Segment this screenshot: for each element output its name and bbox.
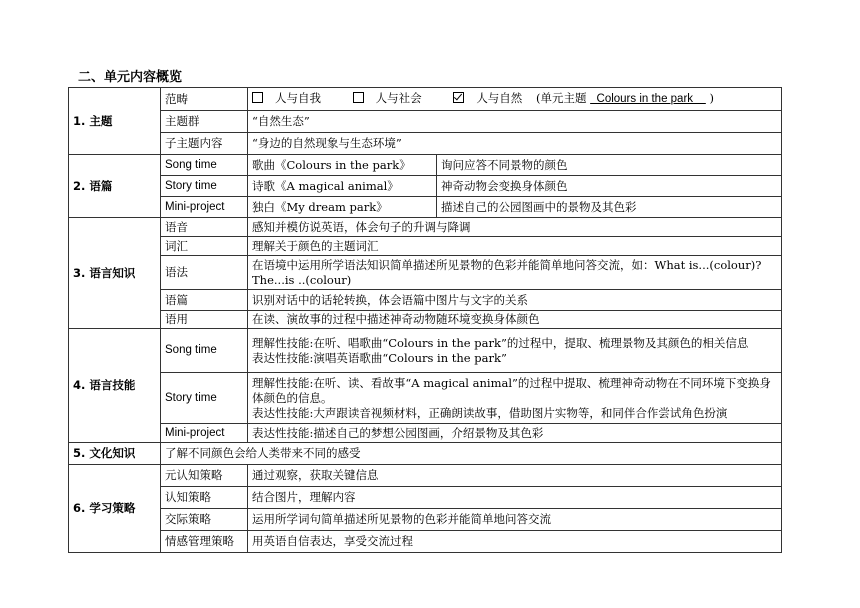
row-content: 歌曲《Colours in the park》 (248, 155, 437, 176)
row-label: 语音 (161, 218, 248, 237)
option-nature[interactable]: 人与自然 (453, 91, 522, 105)
unit-topic-prefix: (单元主题 (535, 91, 587, 105)
unit-topic: Colours in the park (590, 93, 706, 105)
row-content: 诗歌《A magical animal》 (248, 176, 437, 197)
skill-line: 理解性技能:在听、唱歌曲“Colours in the park”的过程中，提取、梳理景物及其颜色的相关信息 (252, 335, 749, 350)
row-value: 理解关于颜色的主题词汇 (248, 237, 782, 256)
row-label: 主题群 (161, 111, 248, 133)
theme-category-row (69, 88, 782, 111)
row-label: 交际策略 (161, 509, 248, 531)
table-row (69, 373, 782, 424)
row-label: Song time (161, 329, 248, 373)
category-culture: 5. 文化知识 (69, 443, 161, 465)
checkbox-icon[interactable] (353, 92, 364, 103)
table-row (69, 237, 782, 256)
category-strategies: 6. 学习策略 (69, 465, 161, 553)
table-row (69, 424, 782, 443)
table-row (69, 443, 782, 465)
row-content: 独白《My dream park》 (248, 197, 437, 218)
row-desc: 描述自己的公园图画中的景物及其色彩 (437, 197, 782, 218)
table-row (69, 329, 782, 373)
category-theme: 1. 主题 (69, 88, 161, 155)
row-value: 通过观察，获取关键信息 (248, 465, 782, 487)
table-row (69, 531, 782, 553)
skill-line: 理解性技能:在听、读、看故事“A magical animal”的过程中提取、梳理神奇动物在不同环境下变换身体颜色的信息。 (252, 375, 771, 405)
table-row (69, 218, 782, 237)
row-label: Mini-project (161, 197, 248, 218)
option-self[interactable]: 人与自我 (252, 91, 321, 105)
row-value (248, 329, 782, 373)
table-row (69, 290, 782, 311)
row-label: Mini-project (161, 424, 248, 443)
row-value: “自然生态” (248, 111, 782, 133)
row-value (248, 373, 782, 424)
row-value: 了解不同颜色会给人类带来不同的感受 (161, 443, 782, 465)
row-label: Story time (161, 373, 248, 424)
category-skills: 4. 语言技能 (69, 329, 161, 443)
row-label: Song time (161, 155, 248, 176)
row-value: 在读、演故事的过程中描述神奇动物随环境变换身体颜色 (248, 311, 782, 329)
unit-topic-suffix: ) (709, 91, 714, 105)
option-society[interactable]: 人与社会 (353, 91, 422, 105)
row-label: Story time (161, 176, 248, 197)
table-row (69, 133, 782, 155)
row-value: 运用所学词句简单描述所见景物的色彩并能简单地问答交流 (248, 509, 782, 531)
table-row (69, 111, 782, 133)
row-label: 语法 (161, 256, 248, 290)
table-row (69, 465, 782, 487)
category-knowledge: 3. 语言知识 (69, 218, 161, 329)
table-row (69, 487, 782, 509)
row-desc: 神奇动物会变换身体颜色 (437, 176, 782, 197)
row-value: “身边的自然现象与生态环境” (248, 133, 782, 155)
table-row (69, 176, 782, 197)
row-value: 用英语自信表达，享受交流过程 (248, 531, 782, 553)
checked-checkbox-icon[interactable] (453, 92, 464, 103)
unit-overview-table (68, 87, 782, 553)
row-value: 在语境中运用所学语法知识简单描述所见景物的色彩并能简单地问答交流，如：What is...(colour)? The...is ..(colour) (248, 256, 782, 290)
row-label: 认知策略 (161, 487, 248, 509)
row-label: 词汇 (161, 237, 248, 256)
table-row (69, 311, 782, 329)
row-label: 语篇 (161, 290, 248, 311)
row-desc: 询问应答不同景物的颜色 (437, 155, 782, 176)
row-value: 感知并模仿说英语，体会句子的升调与降调 (248, 218, 782, 237)
table-row (69, 256, 782, 290)
table-row (69, 197, 782, 218)
theme-options-cell (248, 88, 782, 111)
table-row (69, 509, 782, 531)
section-heading: 二、单元内容概览 (78, 70, 183, 85)
row-label: 范畴 (161, 88, 248, 111)
skill-line: 表达性技能:演唱英语歌曲“Colours in the park” (252, 350, 507, 365)
row-label: 语用 (161, 311, 248, 329)
row-value: 表达性技能:描述自己的梦想公园图画，介绍景物及其色彩 (248, 424, 782, 443)
row-value: 识别对话中的话轮转换，体会语篇中图片与文字的关系 (248, 290, 782, 311)
row-label: 子主题内容 (161, 133, 248, 155)
row-label: 情感管理策略 (161, 531, 248, 553)
skill-line: 表达性技能:大声跟读音视频材料，正确朗读故事，借助图片实物等，和同伴合作尝试角色扮演 (252, 405, 728, 420)
row-label: 元认知策略 (161, 465, 248, 487)
category-discourse: 2. 语篇 (69, 155, 161, 218)
row-value: 结合图片，理解内容 (248, 487, 782, 509)
table-row (69, 155, 782, 176)
checkbox-icon[interactable] (252, 92, 263, 103)
